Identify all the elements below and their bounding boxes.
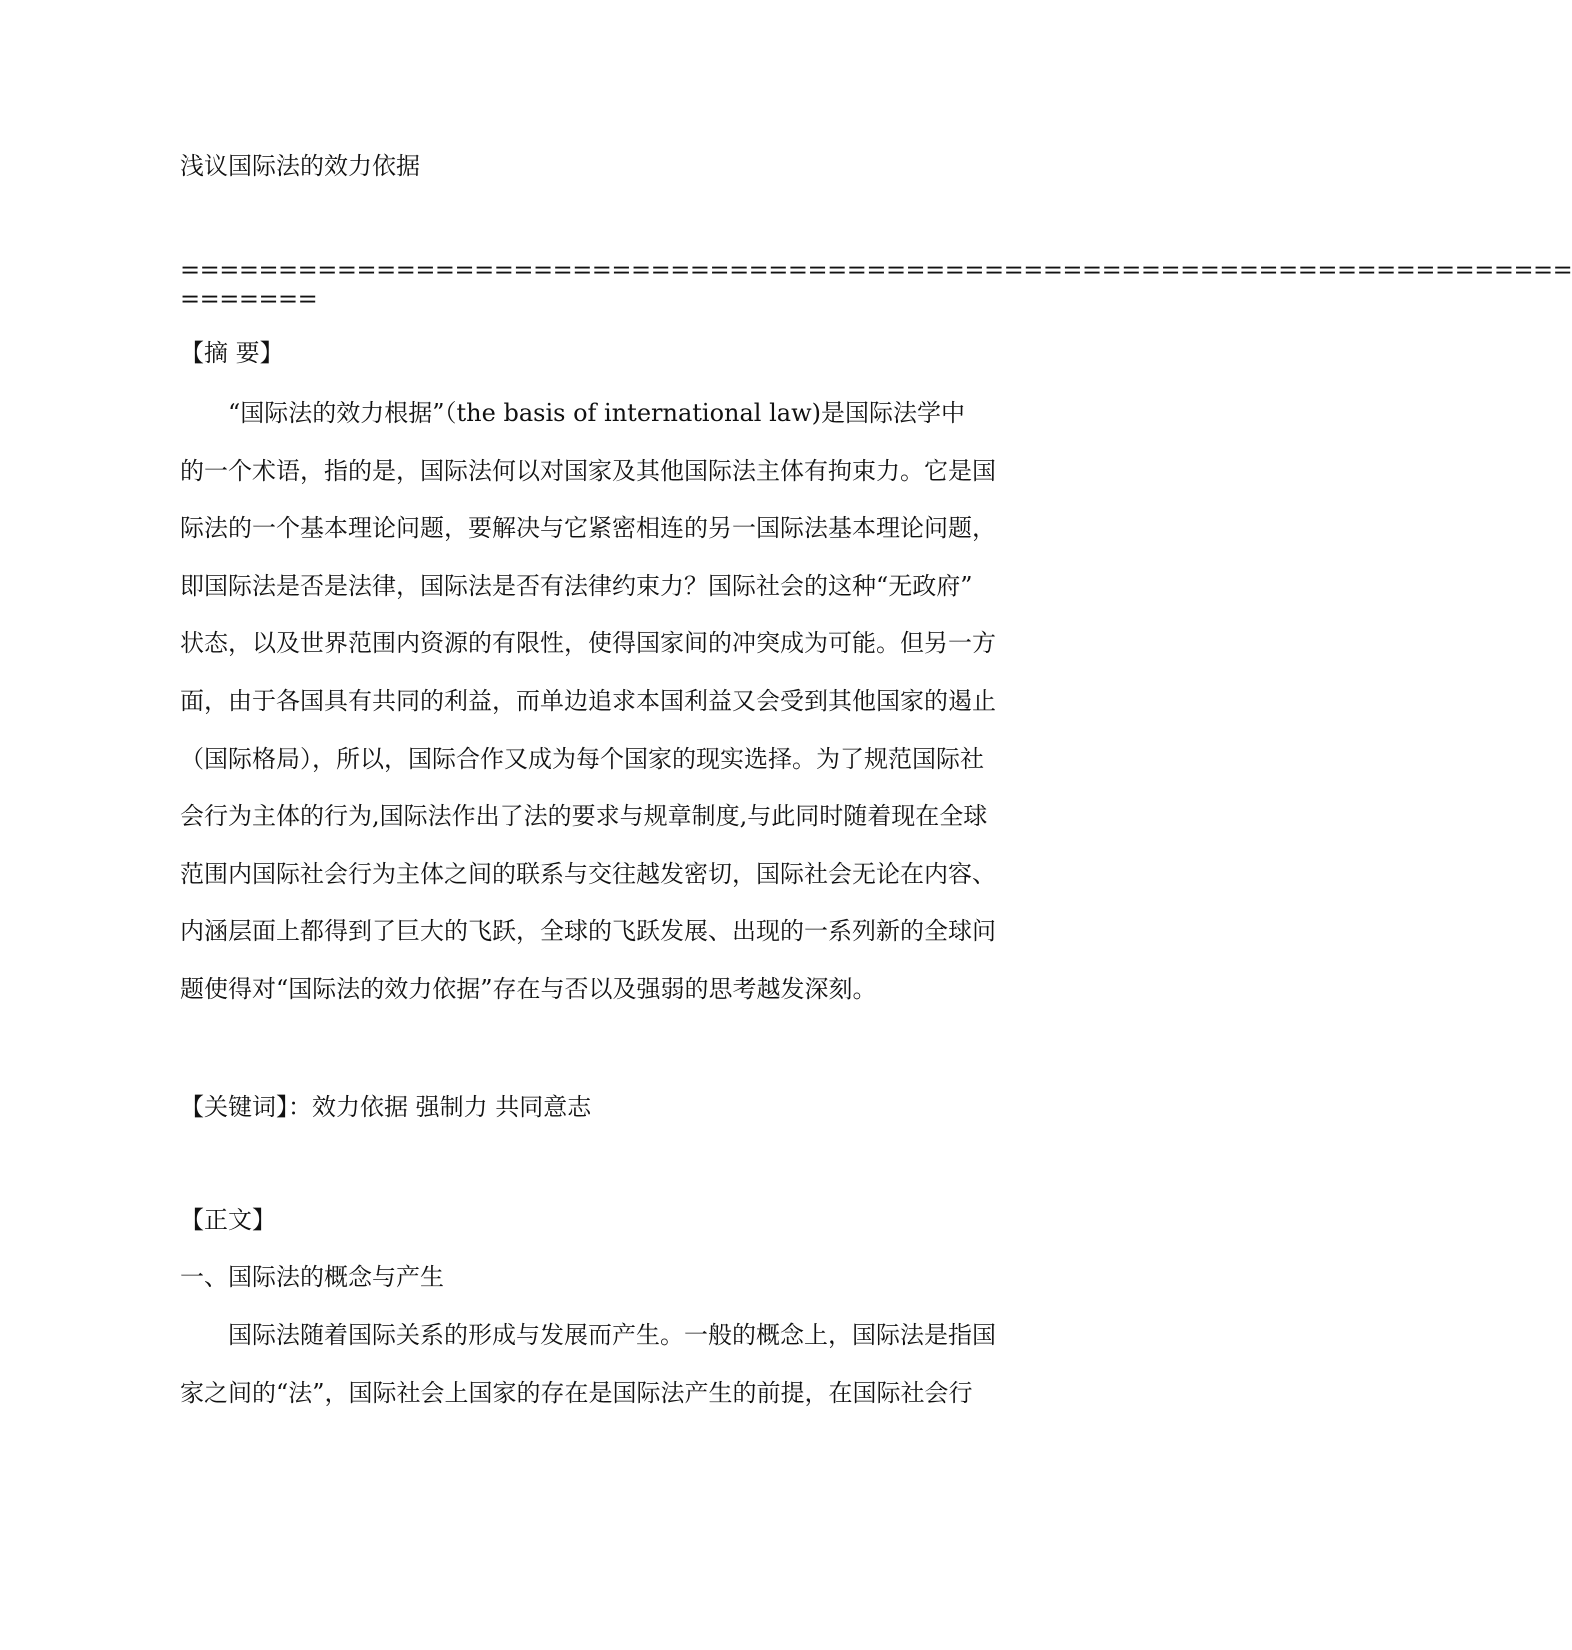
abstract-line: 际法的一个基本理论问题，要解决与它紧密相连的另一国际法基本理论问题， [180,514,996,543]
abstract-heading: 【摘 要】 [180,339,284,367]
abstract-line: 面，由于各国具有共同的利益，而单边追求本国利益又会受到其他国家的遏止 [180,686,996,715]
abstract-line: 状态，以及世界范围内资源的有限性，使得国家间的冲突成为可能。但另一方 [180,629,996,658]
abstract-line: 会行为主体的行为,国际法作出了法的要求与规章制度,与此同时随着现在全球 [180,802,988,831]
body-heading: 【正文】 [180,1206,276,1234]
abstract-line: “国际法的效力根据”（the basis of international law)是国际法学中 [228,399,965,427]
abstract-line: （国际格局），所以，国际合作又成为每个国家的现实选择。为了规范国际社 [180,744,984,773]
separator-line-continued: ======= [180,285,318,313]
separator-line: ======================================================================= [180,256,1572,284]
abstract-line: 的一个术语，指的是，国际法何以对国家及其他国际法主体有拘束力。它是国 [180,456,996,485]
abstract-line: 内涵层面上都得到了巨大的飞跃，全球的飞跃发展、出现的一系列新的全球问 [180,917,996,946]
body-line: 国际法随着国际关系的形成与发展而产生。一般的概念上，国际法是指国 [228,1321,996,1349]
abstract-line: 即国际法是否是法律，国际法是否有法律约束力？国际社会的这种“无政府” [180,571,973,600]
abstract-line: 范围内国际社会行为主体之间的联系与交往越发密切，国际社会无论在内容、 [180,859,996,888]
body-line: 家之间的“法”，国际社会上国家的存在是国际法产生的前提，在国际社会行 [180,1378,973,1407]
document-title: 浅议国际法的效力依据 [180,152,420,180]
body-paragraph [180,1320,1010,1435]
keywords-line: 【关键词】：效力依据 强制力 共同意志 [180,1093,592,1121]
section-heading: 一、国际法的概念与产生 [180,1263,444,1291]
abstract-paragraph [180,398,1010,1032]
abstract-line: 题使得对“国际法的效力依据”存在与否以及强弱的思考越发深刻。 [180,974,877,1003]
